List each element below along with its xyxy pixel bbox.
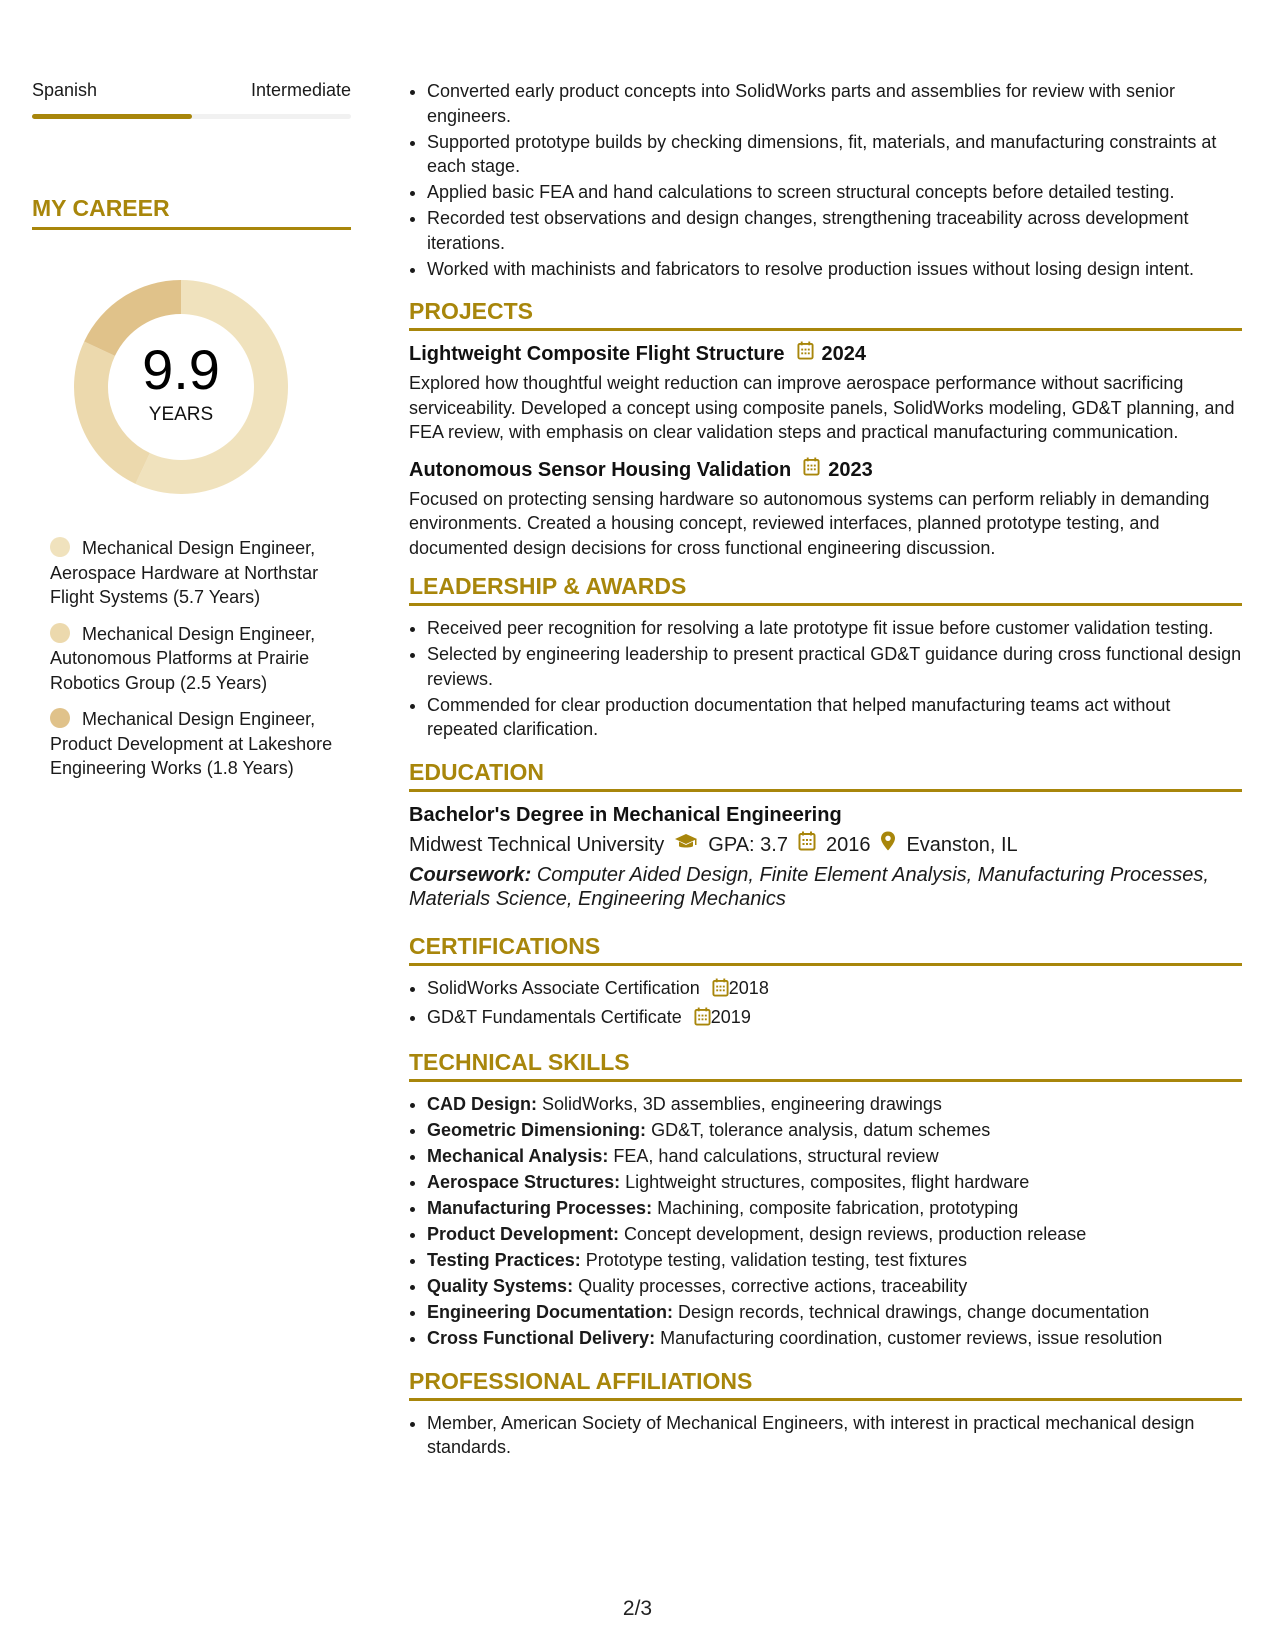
- skill-item: [427, 1326, 1242, 1351]
- career-legend-item: [50, 622, 351, 696]
- calendar-icon: [797, 341, 814, 367]
- career-total-unit: YEARS: [148, 404, 214, 425]
- skill-label: Aerospace Structures:: [427, 1172, 621, 1192]
- skill-value: GD&T, tolerance analysis, datum schemes: [651, 1120, 991, 1140]
- affiliations-list: [409, 1411, 1242, 1460]
- certification-name: SolidWorks Associate Certification: [427, 977, 700, 998]
- project-description: Explored how thoughtful weight reduction can improve aerospace performance without sacrificing serviceability. Developed a concept using composite panels, SolidWorks modeling, GD&T planning, and FEA review, with emphasis on clear validation steps and practical manufacturing communication.: [409, 373, 1235, 442]
- projects-heading: PROJECTS: [409, 297, 1242, 331]
- certification-year: 2019: [710, 1006, 751, 1027]
- skill-item: [427, 1248, 1242, 1273]
- skill-value: SolidWorks, 3D assemblies, engineering drawings: [542, 1094, 942, 1114]
- career-legend-item: [50, 707, 351, 781]
- donut-center: [66, 272, 296, 502]
- education-details: [409, 831, 1242, 859]
- skill-label: Product Development:: [427, 1224, 620, 1244]
- graduation-cap-icon: [674, 831, 698, 859]
- skill-item: [427, 1196, 1242, 1221]
- legend-dot: [50, 708, 70, 728]
- page-number: 2/3: [622, 1597, 653, 1620]
- main-content: [409, 79, 1242, 1461]
- certifications-heading: CERTIFICATIONS: [409, 932, 1242, 966]
- calendar-icon: [798, 831, 816, 859]
- skill-label: Mechanical Analysis:: [427, 1146, 609, 1166]
- education-entry: [409, 802, 1242, 912]
- project-year: 2024: [821, 343, 867, 365]
- project-item: [409, 457, 1242, 561]
- project-header: [409, 341, 1242, 367]
- skill-value: Quality processes, corrective actions, traceability: [578, 1276, 968, 1296]
- calendar-icon: [803, 457, 820, 483]
- school-location: Evanston, IL: [906, 833, 1018, 856]
- sidebar: [32, 80, 351, 793]
- leadership-bullet: • Commended for clear production documentation that helped manufacturing teams act without repeated clarification.: [427, 693, 1242, 742]
- skill-value: Manufacturing coordination, customer reviews, issue resolution: [660, 1328, 1163, 1348]
- skill-item: [427, 1118, 1242, 1143]
- language-proficiency-bar: [32, 114, 351, 119]
- skill-label: Manufacturing Processes:: [427, 1198, 653, 1218]
- skill-item: [427, 1092, 1242, 1117]
- school-name: Midwest Technical University: [409, 833, 665, 856]
- skill-value: Machining, composite fabrication, prototyping: [657, 1198, 1019, 1218]
- skill-label: CAD Design:: [427, 1094, 538, 1114]
- language-proficiency-fill: [32, 114, 192, 119]
- skill-value: Design records, technical drawings, change documentation: [678, 1302, 1150, 1322]
- calendar-icon: [694, 1007, 711, 1033]
- project-description: Focused on protecting sensing hardware so autonomous systems can perform reliably in demanding environments. Created a housing concept, reviewed interfaces, planned prototype testing, and documented design decisions for cross functional engineering discussion.: [409, 488, 1210, 558]
- certification-name: GD&T Fundamentals Certificate: [427, 1006, 682, 1027]
- experience-bullets: [409, 79, 1242, 281]
- skill-item: [427, 1300, 1242, 1325]
- skill-label: Cross Functional Delivery:: [427, 1328, 656, 1348]
- career-heading: MY CAREER: [32, 195, 351, 230]
- certifications-list: [409, 976, 1242, 1033]
- education-heading: EDUCATION: [409, 758, 1242, 792]
- experience-bullet: • Converted early product concepts into SolidWorks parts and assemblies for review with senior engineers.: [427, 79, 1242, 128]
- skill-label: Geometric Dimensioning:: [427, 1120, 647, 1140]
- skills-heading: TECHNICAL SKILLS: [409, 1048, 1242, 1082]
- language-row: [32, 80, 351, 104]
- skill-item: [427, 1144, 1242, 1169]
- project-header: [409, 457, 1242, 483]
- project-year: 2023: [828, 458, 873, 481]
- skill-label: Testing Practices:: [427, 1250, 581, 1270]
- experience-bullet: • Worked with machinists and fabricators to resolve production issues without losing design intent.: [427, 257, 1242, 282]
- experience-bullet: • Recorded test observations and design changes, strengthening traceability across development iterations.: [427, 206, 1242, 255]
- career-role-text: Mechanical Design Engineer, Autonomous Platforms at Prairie Robotics Group (2.5 Years): [50, 623, 316, 693]
- affiliation-bullet: • Member, American Society of Mechanical Engineers, with interest in practical mechanical design standards.: [427, 1411, 1242, 1460]
- graduation-year: 2016: [825, 833, 871, 856]
- coursework-label: Coursework:: [409, 863, 532, 886]
- career-role-text: Mechanical Design Engineer, Aerospace Hardware at Northstar Flight Systems (5.7 Years): [50, 538, 319, 607]
- certification-item: [427, 1005, 1242, 1033]
- skill-item: [427, 1170, 1242, 1195]
- language-name: Spanish: [32, 80, 98, 100]
- experience-bullet: • Applied basic FEA and hand calculations to screen structural concepts before detailed testing.: [427, 180, 1242, 205]
- coursework-list: Computer Aided Design, Finite Element Analysis, Manufacturing Processes, Materials Science, Engineering Mechanics: [409, 863, 1209, 910]
- skill-label: Quality Systems:: [427, 1276, 574, 1296]
- project-item: [409, 341, 1242, 445]
- projects-list: [409, 341, 1242, 560]
- skills-list: [409, 1092, 1242, 1351]
- legend-dot: [50, 537, 70, 557]
- leadership-heading: LEADERSHIP & AWARDS: [409, 572, 1242, 606]
- calendar-icon: [712, 978, 729, 1004]
- leadership-bullet: • Selected by engineering leadership to present practical GD&T guidance during cross functional design reviews.: [427, 642, 1242, 691]
- certification-item: [427, 976, 1242, 1004]
- skill-label: Engineering Documentation:: [427, 1302, 674, 1322]
- project-title: Autonomous Sensor Housing Validation: [409, 458, 792, 481]
- skill-item: [427, 1274, 1242, 1299]
- coursework: [409, 863, 1242, 912]
- project-title: Lightweight Composite Flight Structure: [409, 343, 785, 365]
- career-legend-item: [50, 536, 351, 610]
- skill-value: FEA, hand calculations, structural review: [613, 1146, 939, 1166]
- leadership-list: [409, 616, 1242, 742]
- certification-year: 2018: [728, 977, 769, 998]
- language-level: Intermediate: [250, 80, 351, 100]
- skill-item: [427, 1222, 1242, 1247]
- skill-value: Prototype testing, validation testing, test fixtures: [585, 1250, 967, 1270]
- degree-title: Bachelor's Degree in Mechanical Engineering: [409, 803, 842, 826]
- skill-value: Concept development, design reviews, production release: [624, 1224, 1087, 1244]
- leadership-bullet: • Received peer recognition for resolving a late prototype fit issue before customer validation testing.: [427, 616, 1242, 641]
- career-total-value: 9.9: [142, 338, 220, 401]
- career-legend: [32, 536, 351, 781]
- legend-dot: [50, 623, 70, 643]
- affiliations-heading: PROFESSIONAL AFFILIATIONS: [409, 1367, 1242, 1401]
- experience-bullet: • Supported prototype builds by checking dimensions, fit, materials, and manufacturing constraints at each stage.: [427, 130, 1242, 179]
- career-donut-chart: [66, 272, 296, 502]
- location-pin-icon: [880, 831, 896, 859]
- skill-value: Lightweight structures, composites, flight hardware: [625, 1172, 1030, 1192]
- career-role-text: Mechanical Design Engineer, Product Development at Lakeshore Engineering Works (1.8 Years): [50, 709, 333, 778]
- gpa: GPA: 3.7: [708, 833, 788, 856]
